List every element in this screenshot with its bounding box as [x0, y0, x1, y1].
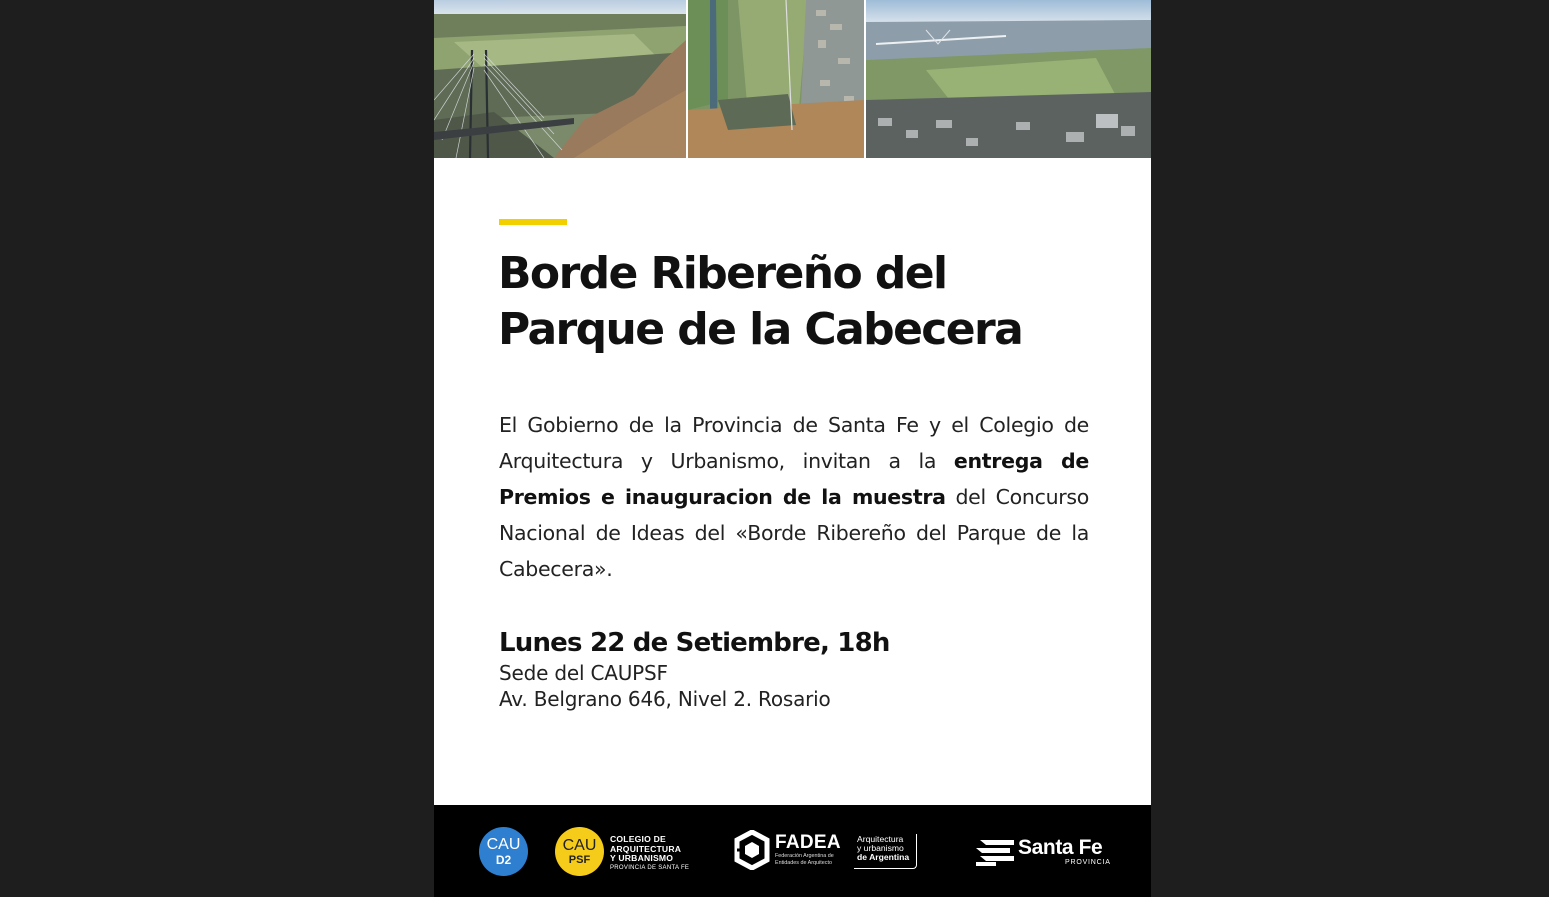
colegio-line-2: ARQUITECTURA: [610, 843, 682, 854]
aerial-river-neighborhood-photo: [688, 0, 864, 158]
cau-psf-logo-top: CAU: [562, 836, 597, 854]
accent-bar: [499, 219, 567, 225]
invitation-text-highlight: entrega de Premios e inauguracion de la muestra: [499, 449, 1089, 509]
invitation-text-end: del Concurso Nacional de Ideas del «Borde Ribereño del Parque de la Cabecera».: [499, 485, 1090, 581]
event-address: Av. Belgrano 646, Nivel 2. Rosario: [499, 687, 831, 711]
arq-line-3: de Argentina: [857, 852, 910, 862]
title-line-1: Borde Ribereño del: [498, 248, 947, 299]
photo-strip: [434, 0, 1151, 158]
arq-urbanismo-logo: [857, 835, 909, 862]
cau-d2-logo: [479, 827, 528, 876]
arq-line-2: y urbanismo: [857, 843, 904, 853]
event-venue: Sede del CAUPSF: [499, 661, 668, 685]
santa-fe-name: Santa Fe: [1018, 836, 1103, 859]
sponsor-footer: [434, 805, 1151, 897]
invitation-poster: [434, 0, 1151, 897]
title-line-2: Parque de la Cabecera: [498, 304, 1023, 355]
invitation-text-intro: El Gobierno de la Provincia de Santa Fe y el Colegio de Arquitectura y Urbanismo, invitan a la: [499, 413, 1089, 473]
santa-fe-stripes-icon: [976, 838, 1014, 866]
fadea-hexagon-icon: [734, 830, 770, 870]
colegio-line-3: Y URBANISMO: [610, 853, 674, 864]
colegio-subtitle: PROVINCIA DE SANTA FE: [610, 864, 690, 871]
santa-fe-subtitle: PROVINCIA: [1065, 859, 1111, 866]
aerial-city-park-photo: [866, 0, 1151, 158]
cau-d2-logo-bottom: D2: [495, 853, 512, 867]
arq-line-1: Arquitectura: [857, 834, 904, 844]
event-title: [498, 246, 1138, 358]
fadea-subtitle-line-1: Federación Argentina de: [775, 853, 834, 859]
fadea-subtitle: [775, 853, 834, 866]
fadea-name: FADEA: [775, 832, 841, 853]
cau-psf-logo: [555, 827, 604, 876]
colegio-line-1: COLEGIO DE: [610, 834, 666, 844]
cau-d2-logo-top: CAU: [486, 836, 521, 853]
invitation-text: [499, 407, 1089, 587]
aerial-bridge-photo: [434, 0, 686, 158]
colegio-name: [610, 835, 689, 872]
fadea-subtitle-line-2: Entidades de Arquitecto: [775, 859, 832, 866]
event-date: Lunes 22 de Setiembre, 18h: [499, 628, 890, 658]
cau-psf-logo-bottom: PSF: [568, 853, 591, 866]
